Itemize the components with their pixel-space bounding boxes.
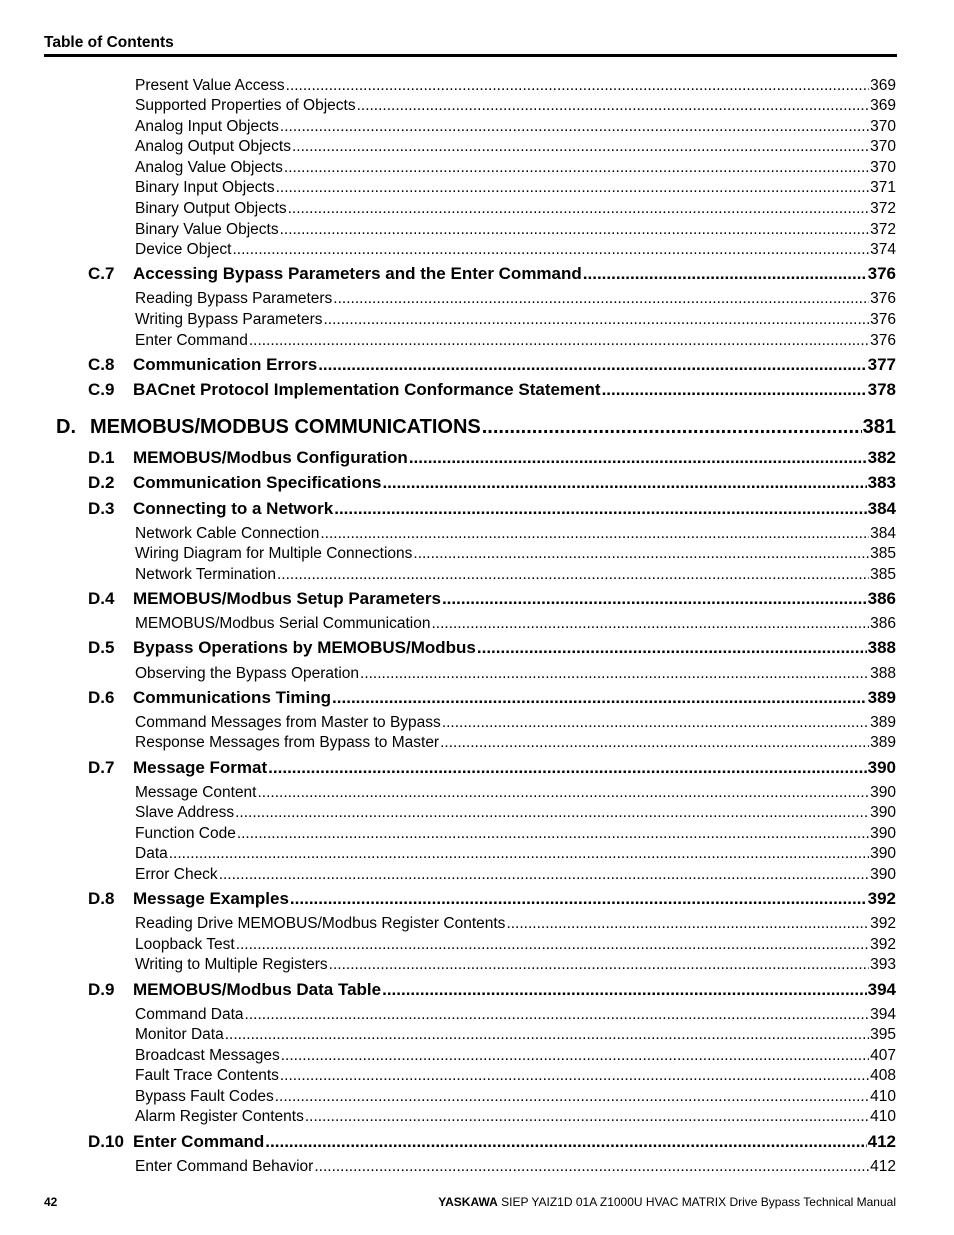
toc-entry-page: 388 [870, 665, 896, 682]
toc-entry-title: Binary Value Objects [135, 221, 279, 238]
toc-subentry[interactable] [135, 545, 896, 564]
toc-entry-page: 395 [870, 1026, 896, 1043]
toc-dot-leader [249, 332, 869, 350]
toc-entry-page: 410 [870, 1108, 896, 1125]
toc-subentry[interactable] [135, 784, 896, 803]
toc-entry-title: Analog Input Objects [135, 118, 279, 135]
toc-section-entry[interactable] [88, 264, 896, 285]
toc-entry-page: 389 [870, 734, 896, 751]
toc-dot-leader [169, 845, 869, 863]
toc-section-entry[interactable] [88, 638, 896, 659]
toc-dot-leader [286, 77, 869, 95]
toc-entry-number: D.10 [88, 1132, 124, 1151]
toc-dot-leader [431, 615, 869, 633]
toc-entry-page: 408 [870, 1067, 896, 1084]
toc-dot-leader [334, 499, 866, 519]
toc-dot-leader [357, 97, 870, 115]
toc-entry-page: 392 [870, 936, 896, 953]
toc-entry-page: 384 [870, 525, 896, 542]
toc-entry-title: Device Object [135, 241, 232, 258]
toc-dot-leader [324, 311, 870, 329]
toc-entry-page: 407 [870, 1047, 896, 1064]
toc-entry-page: 371 [870, 179, 896, 196]
toc-section-entry[interactable] [88, 688, 896, 709]
toc-entry-title: Writing to Multiple Registers [135, 956, 328, 973]
toc-subentry[interactable] [135, 1088, 896, 1107]
toc-entry-title: Bypass Operations by MEMOBUS/Modbus [133, 638, 476, 657]
toc-entry-page: 389 [870, 714, 896, 731]
toc-dot-leader [290, 889, 867, 909]
toc-entry-title: Command Messages from Master to Bypass [135, 714, 441, 731]
toc-dot-leader [281, 1047, 869, 1065]
toc-entry-page: 369 [870, 97, 896, 114]
toc-entry-page: 376 [867, 264, 896, 283]
toc-subentry[interactable] [135, 714, 896, 733]
toc-section-entry[interactable] [88, 589, 896, 610]
toc-entry-page: 390 [867, 758, 896, 777]
toc-entry-page: 390 [870, 804, 896, 821]
toc-dot-leader [506, 915, 869, 933]
toc-entry-page: 372 [870, 200, 896, 217]
toc-dot-leader [477, 638, 867, 658]
toc-subentry[interactable] [135, 290, 896, 309]
toc-subentry[interactable] [135, 138, 896, 157]
toc-subentry[interactable] [135, 1158, 896, 1177]
toc-subentry[interactable] [135, 179, 896, 198]
toc-entry-page: 383 [867, 473, 896, 492]
toc-entry-title: Data [135, 845, 168, 862]
toc-entry-title: BACnet Protocol Implementation Conformance Statement [133, 380, 601, 399]
toc-dot-leader [314, 1158, 869, 1176]
toc-entry-page: 412 [867, 1132, 896, 1151]
toc-entry-number: D.8 [88, 889, 115, 908]
toc-dot-leader [280, 118, 869, 136]
toc-entry-title: Connecting to a Network [133, 499, 334, 518]
toc-entry-title: Bypass Fault Codes [135, 1088, 274, 1105]
toc-dot-leader [265, 1132, 866, 1152]
toc-entry-page: 410 [870, 1088, 896, 1105]
toc-dot-leader [235, 804, 869, 822]
toc-dot-leader [245, 1006, 870, 1024]
toc-entry-title: Slave Address [135, 804, 235, 821]
toc-dot-leader [583, 264, 867, 284]
toc-entry-title: Enter Command [133, 1132, 265, 1151]
toc-entry-page: 372 [870, 221, 896, 238]
toc-dot-leader [333, 290, 869, 308]
toc-dot-leader [382, 980, 867, 1000]
toc-subentry[interactable] [135, 118, 896, 137]
toc-dot-leader [288, 200, 870, 218]
toc-entry-page: 390 [870, 784, 896, 801]
toc-entry-page: 412 [870, 1158, 896, 1175]
toc-subentry[interactable] [135, 804, 896, 823]
toc-subentry[interactable] [135, 1006, 896, 1025]
toc-subentry[interactable] [135, 936, 896, 955]
toc-entry-page: 386 [867, 589, 896, 608]
toc-subentry[interactable] [135, 845, 896, 864]
toc-dot-leader [280, 221, 870, 239]
toc-entry-page: 376 [870, 332, 896, 349]
toc-dot-leader [482, 416, 862, 439]
toc-entry-title: Loopback Test [135, 936, 235, 953]
toc-subentry[interactable] [135, 734, 896, 753]
toc-entry-title: Binary Output Objects [135, 200, 287, 217]
toc-subentry[interactable] [135, 825, 896, 844]
toc-entry-page: 389 [867, 688, 896, 707]
toc-entry-page: 390 [870, 825, 896, 842]
toc-entry-page: 388 [867, 638, 896, 657]
toc-entry-page: 381 [862, 416, 896, 438]
toc-dot-leader [409, 448, 867, 468]
toc-dot-leader [275, 1088, 869, 1106]
toc-entry-title: Reading Drive MEMOBUS/Modbus Register Contents [135, 915, 506, 932]
toc-entry-number: D.7 [88, 758, 115, 777]
toc-subentry[interactable] [135, 97, 896, 116]
toc-entry-title: Writing Bypass Parameters [135, 311, 323, 328]
toc-entry-title: Present Value Access [135, 77, 285, 94]
toc-subentry[interactable] [135, 1108, 896, 1127]
toc-entry-title: Command Data [135, 1006, 244, 1023]
toc-entry-title: Analog Value Objects [135, 159, 283, 176]
footer-manual-name: SIEP YAIZ1D 01A Z1000U HVAC MATRIX Drive Bypass Technical Manual [501, 1195, 896, 1209]
toc-dot-leader [602, 380, 867, 400]
toc-entry-title: Communication Errors [133, 355, 318, 374]
toc-dot-leader [219, 866, 869, 884]
toc-entry-page: 374 [870, 241, 896, 258]
toc-entry-number: C.8 [88, 355, 115, 374]
toc-entry-title: Communications Timing [133, 688, 332, 707]
toc-entry-title: MEMOBUS/Modbus Configuration [133, 448, 408, 467]
toc-section-entry[interactable] [88, 980, 896, 1001]
toc-entry-title: Enter Command Behavior [135, 1158, 314, 1175]
toc-entry-title: Enter Command [135, 332, 248, 349]
toc-entry-page: 390 [870, 845, 896, 862]
page-header-title: Table of Contents [44, 34, 174, 51]
toc-entry-title: Network Cable Connection [135, 525, 320, 542]
toc-subentry[interactable] [135, 221, 896, 240]
toc-entry-page: 394 [867, 980, 896, 999]
toc-entry-title: Analog Output Objects [135, 138, 291, 155]
toc-dot-leader [225, 1026, 869, 1044]
toc-subentry[interactable] [135, 665, 896, 684]
toc-entry-title: Message Examples [133, 889, 289, 908]
toc-entry-page: 369 [870, 77, 896, 94]
toc-entry-title: Reading Bypass Parameters [135, 290, 333, 307]
toc-dot-leader [268, 758, 866, 778]
toc-entry-title: Accessing Bypass Parameters and the Enter Command [133, 264, 582, 283]
toc-dot-leader [442, 589, 867, 609]
toc-dot-leader [292, 138, 869, 156]
toc-subentry[interactable] [135, 1026, 896, 1045]
toc-entry-title: Communication Specifications [133, 473, 382, 492]
toc-entry-title: Function Code [135, 825, 236, 842]
toc-entry-title: Message Content [135, 784, 257, 801]
toc-entry-title: Response Messages from Bypass to Master [135, 734, 440, 751]
toc-dot-leader [280, 1067, 869, 1085]
toc-entry-title: Monitor Data [135, 1026, 224, 1043]
toc-entry-number: D.4 [88, 589, 115, 608]
toc-entry-number: C.7 [88, 264, 115, 283]
toc-entry-number: D.2 [88, 473, 115, 492]
toc-entry-page: 386 [870, 615, 896, 632]
footer-page-number: 42 [44, 1195, 58, 1209]
toc-entry-title: MEMOBUS/Modbus Setup Parameters [133, 589, 441, 608]
toc-dot-leader [329, 956, 869, 974]
toc-section-entry[interactable] [88, 889, 896, 910]
toc-dot-leader [320, 525, 869, 543]
toc-subentry[interactable] [135, 1067, 896, 1086]
toc-section-entry[interactable] [88, 380, 896, 401]
toc-entry-page: 370 [870, 138, 896, 155]
toc-dot-leader [277, 566, 869, 584]
toc-subentry[interactable] [135, 866, 896, 885]
toc-subentry[interactable] [135, 956, 896, 975]
toc-subentry[interactable] [135, 566, 896, 585]
toc-entry-number: C.9 [88, 380, 115, 399]
toc-subentry[interactable] [135, 525, 896, 544]
toc-dot-leader [276, 179, 870, 197]
toc-dot-leader [413, 545, 869, 563]
toc-entry-page: 370 [870, 159, 896, 176]
toc-dot-leader [305, 1108, 869, 1126]
toc-subentry[interactable] [135, 1047, 896, 1066]
toc-entry-page: 390 [870, 866, 896, 883]
toc-entry-title: Wiring Diagram for Multiple Connections [135, 545, 413, 562]
toc-entry-title: MEMOBUS/Modbus Serial Communication [135, 615, 431, 632]
toc-entry-page: 384 [867, 499, 896, 518]
toc-subentry[interactable] [135, 77, 896, 96]
toc-entry-title: Supported Properties of Objects [135, 97, 356, 114]
toc-entry-title: Alarm Register Contents [135, 1108, 304, 1125]
toc-entry-page: 377 [867, 355, 896, 374]
toc-entry-page: 376 [870, 311, 896, 328]
toc-section-entry[interactable] [88, 499, 896, 520]
toc-entry-page: 392 [867, 889, 896, 908]
footer-document-title [438, 1195, 896, 1209]
toc-entry-page: 378 [867, 380, 896, 399]
toc-dot-leader [442, 714, 869, 732]
toc-entry-number: D.1 [88, 448, 115, 467]
toc-dot-leader [440, 734, 869, 752]
toc-dot-leader [237, 825, 869, 843]
toc-subentry[interactable] [135, 332, 896, 351]
toc-dot-leader [284, 159, 869, 177]
toc-subentry[interactable] [135, 311, 896, 330]
toc-section-entry[interactable] [88, 355, 896, 376]
toc-entry-number: D. [56, 416, 76, 438]
toc-entry-title: MEMOBUS/Modbus Data Table [133, 980, 382, 999]
toc-dot-leader [318, 355, 866, 375]
toc-entry-title: Observing the Bypass Operation [135, 665, 360, 682]
toc-entry-number: D.6 [88, 688, 115, 707]
toc-dot-leader [360, 665, 869, 683]
toc-entry-title: MEMOBUS/MODBUS COMMUNICATIONS [90, 416, 481, 438]
toc-entry-page: 370 [870, 118, 896, 135]
toc-subentry[interactable] [135, 159, 896, 178]
toc-entry-number: D.9 [88, 980, 115, 999]
toc-dot-leader [332, 688, 867, 708]
toc-dot-leader [232, 241, 869, 259]
toc-entry-page: 394 [870, 1006, 896, 1023]
footer-brand: YASKAWA [438, 1195, 498, 1209]
toc-section-entry[interactable] [88, 448, 896, 469]
toc-entry-title: Error Check [135, 866, 218, 883]
toc-section-entry[interactable] [88, 758, 896, 779]
toc-dot-leader [236, 936, 869, 954]
toc-entry-title: Broadcast Messages [135, 1047, 280, 1064]
toc-subentry[interactable] [135, 615, 896, 634]
toc-entry-number: D.5 [88, 638, 115, 657]
toc-chapter-entry[interactable] [56, 416, 896, 441]
toc-entry-title: Network Termination [135, 566, 276, 583]
toc-entry-page: 385 [870, 545, 896, 562]
toc-section-entry[interactable] [88, 473, 896, 494]
toc-entry-page: 392 [870, 915, 896, 932]
toc-entry-page: 382 [867, 448, 896, 467]
toc-entry-number: D.3 [88, 499, 115, 518]
toc-section-entry[interactable] [88, 1132, 896, 1153]
toc-subentry[interactable] [135, 241, 896, 260]
toc-entry-title: Message Format [133, 758, 268, 777]
toc-entry-page: 393 [870, 956, 896, 973]
toc-entry-title: Fault Trace Contents [135, 1067, 279, 1084]
toc-entry-page: 376 [870, 290, 896, 307]
toc-dot-leader [258, 784, 870, 802]
toc-subentry[interactable] [135, 915, 896, 934]
toc-subentry[interactable] [135, 200, 896, 219]
toc-dot-leader [382, 473, 866, 493]
toc-entry-page: 385 [870, 566, 896, 583]
toc-entry-title: Binary Input Objects [135, 179, 275, 196]
